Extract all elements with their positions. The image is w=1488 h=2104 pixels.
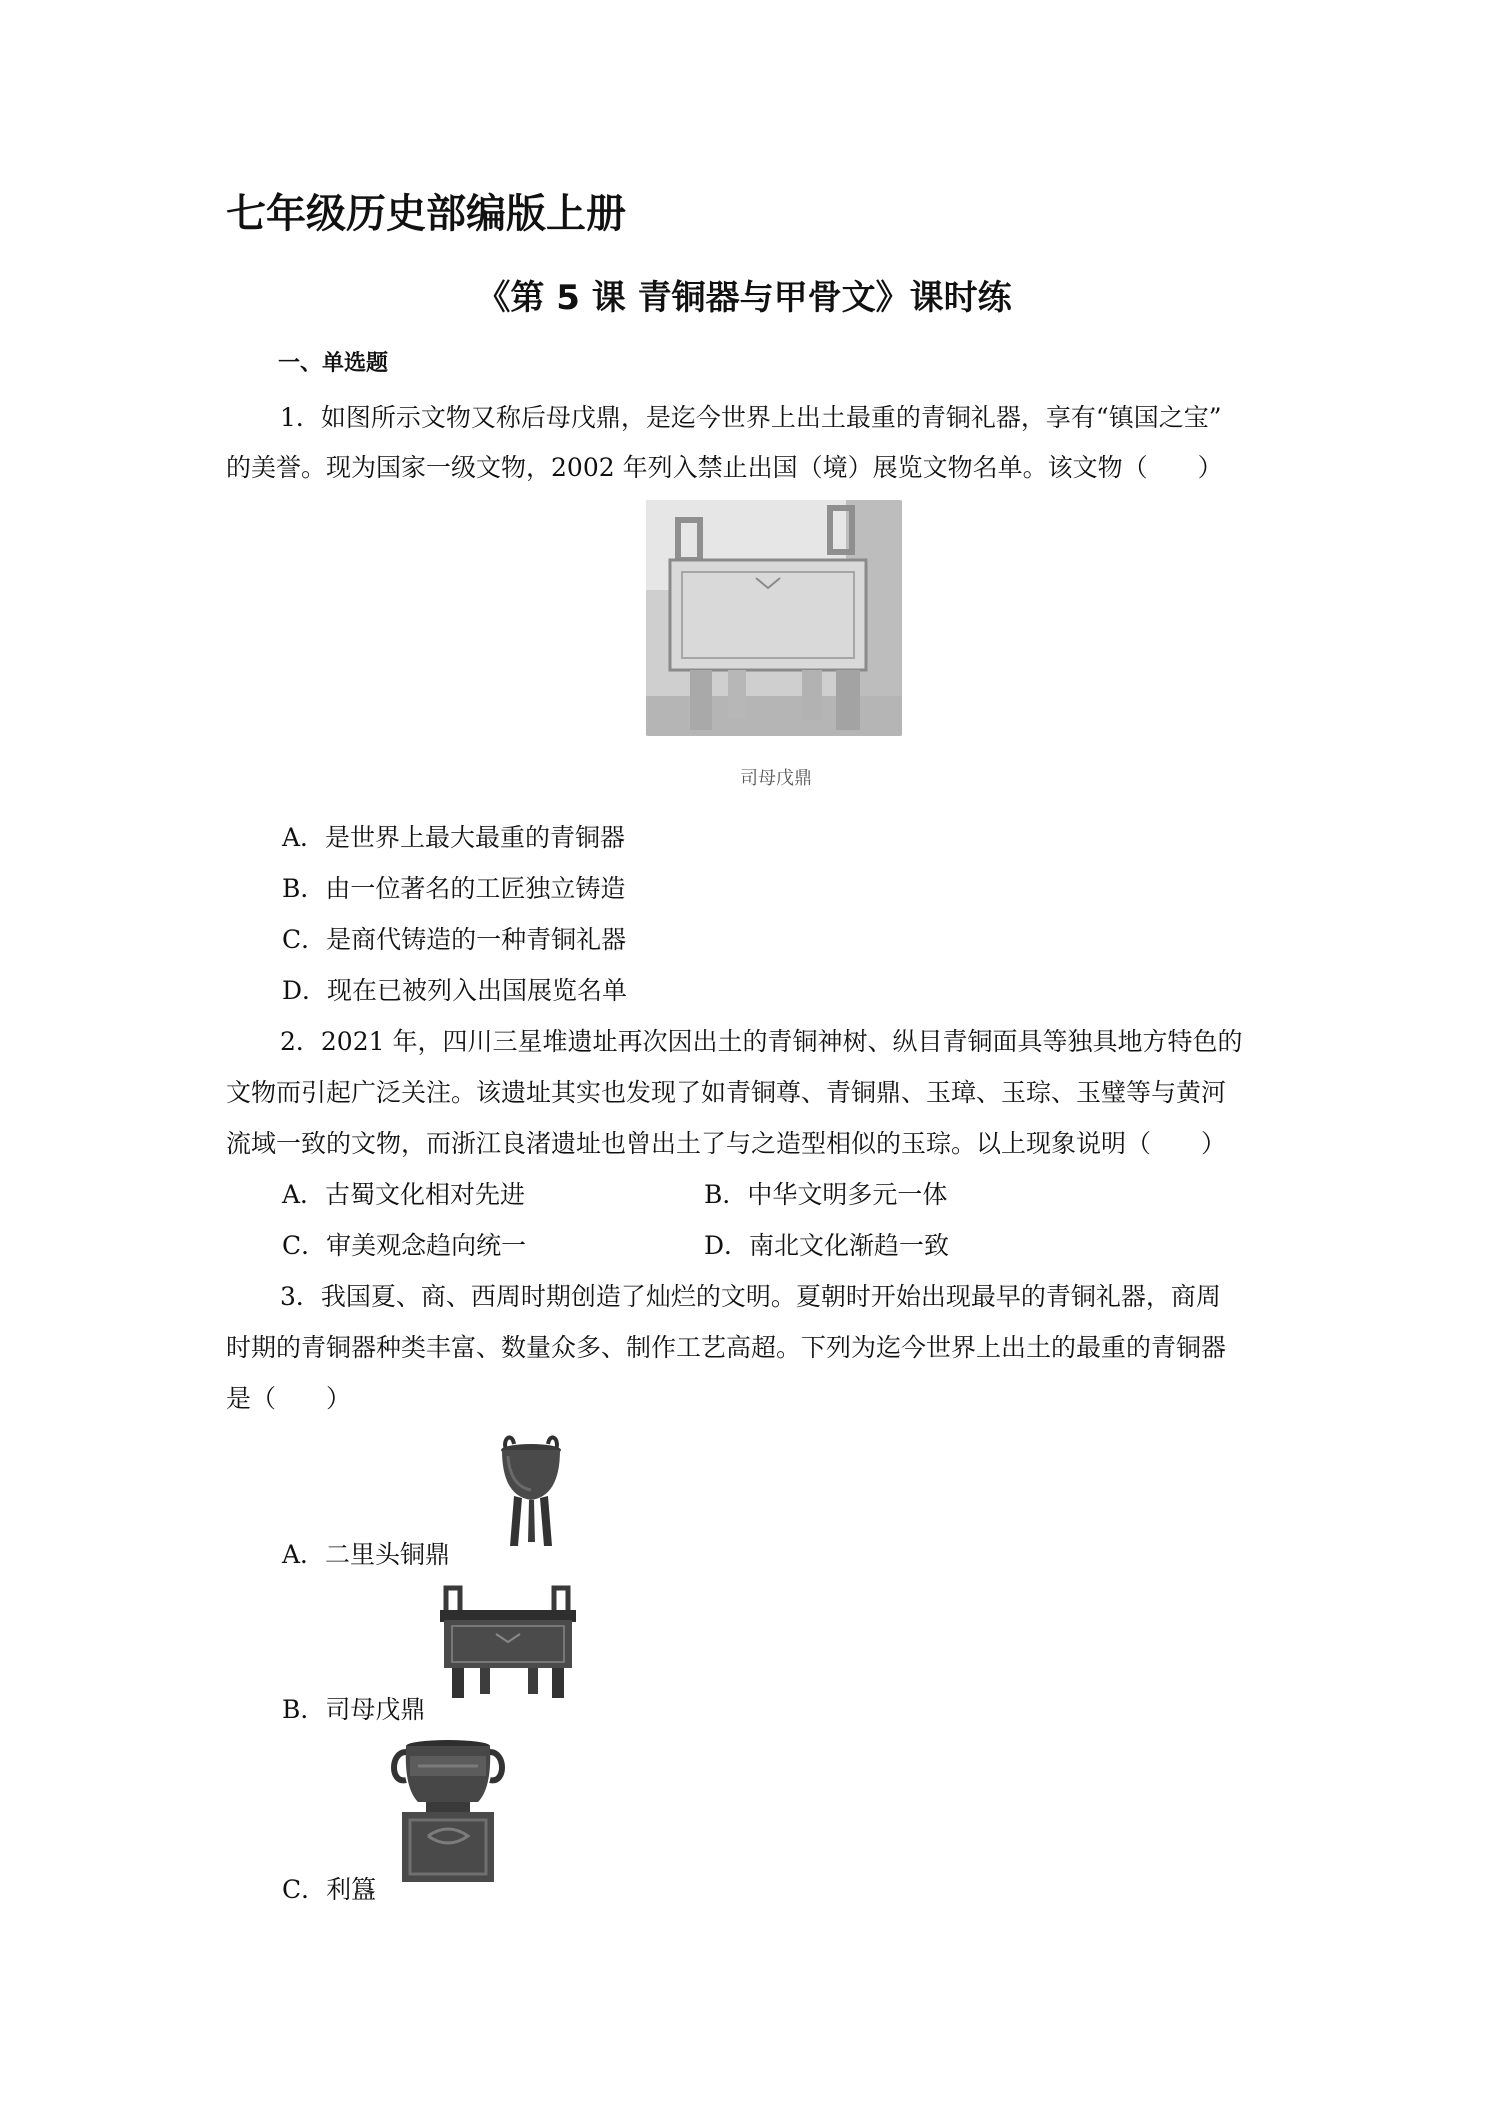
question-3-option-c[interactable]: C．利簋 [282,1875,377,1904]
photo-caption: 司母戊鼎 [740,768,812,789]
question-2-line-1: 2．2021 年，四川三星堆遗址再次因出土的青铜神树、纵目青铜面具等独具地方特色的 [280,1027,1243,1056]
simuwu-ding-option-photo [436,1582,580,1700]
question-2-line-3: 流域一致的文物，而浙江良渚遗址也曾出土了与之造型相似的玉琮。以上现象说明（ ） [226,1129,1227,1158]
question-1-option-a[interactable]: A．是世界上最大最重的青铜器 [282,823,626,852]
question-3-line-3: 是（ ） [226,1384,352,1413]
question-2-option-a[interactable]: A．古蜀文化相对先进 [282,1180,526,1209]
question-2-option-d[interactable]: D．南北文化渐趋一致 [704,1231,950,1260]
lesson-subtitle: 《第 5 课 青铜器与甲骨文》课时练 [476,278,1012,318]
question-3-line-1: 3．我国夏、商、西周时期创造了灿烂的文明。夏朝时开始出现最早的青铜礼器，商周 [280,1282,1221,1311]
question-1-option-d[interactable]: D．现在已被列入出国展览名单 [282,976,628,1005]
question-2-line-2: 文物而引起广泛关注。该遗址其实也发现了如青铜尊、青铜鼎、玉璋、玉琮、玉璧等与黄河 [226,1078,1227,1107]
simuwu-ding-photo [646,500,902,736]
question-2-option-c[interactable]: C．审美观念趋向统一 [282,1231,527,1260]
section-heading: 一、单选题 [278,351,389,376]
question-1-option-b[interactable]: B．由一位著名的工匠独立铸造 [282,874,626,903]
question-3-option-b[interactable]: B．司母戊鼎 [282,1695,426,1724]
question-1-line-1: 1．如图所示文物又称后母戊鼎，是迄今世界上出土最重的青铜礼器，享有“镇国之宝” [280,403,1222,432]
li-gui-photo [388,1732,508,1886]
erlitou-ding-photo [494,1430,568,1548]
question-1-line-2: 的美誉。现为国家一级文物，2002 年列入禁止出国（境）展览文物名单。该文物（ ） [226,453,1223,482]
document-title: 七年级历史部编版上册 [226,191,626,237]
question-2-option-b[interactable]: B．中华文明多元一体 [704,1180,948,1209]
question-1-option-c[interactable]: C．是商代铸造的一种青铜礼器 [282,925,627,954]
question-3-option-a[interactable]: A．二里头铜鼎 [282,1540,451,1569]
question-3-line-2: 时期的青铜器种类丰富、数量众多、制作工艺高超。下列为迄今世界上出土的最重的青铜器 [226,1333,1227,1362]
